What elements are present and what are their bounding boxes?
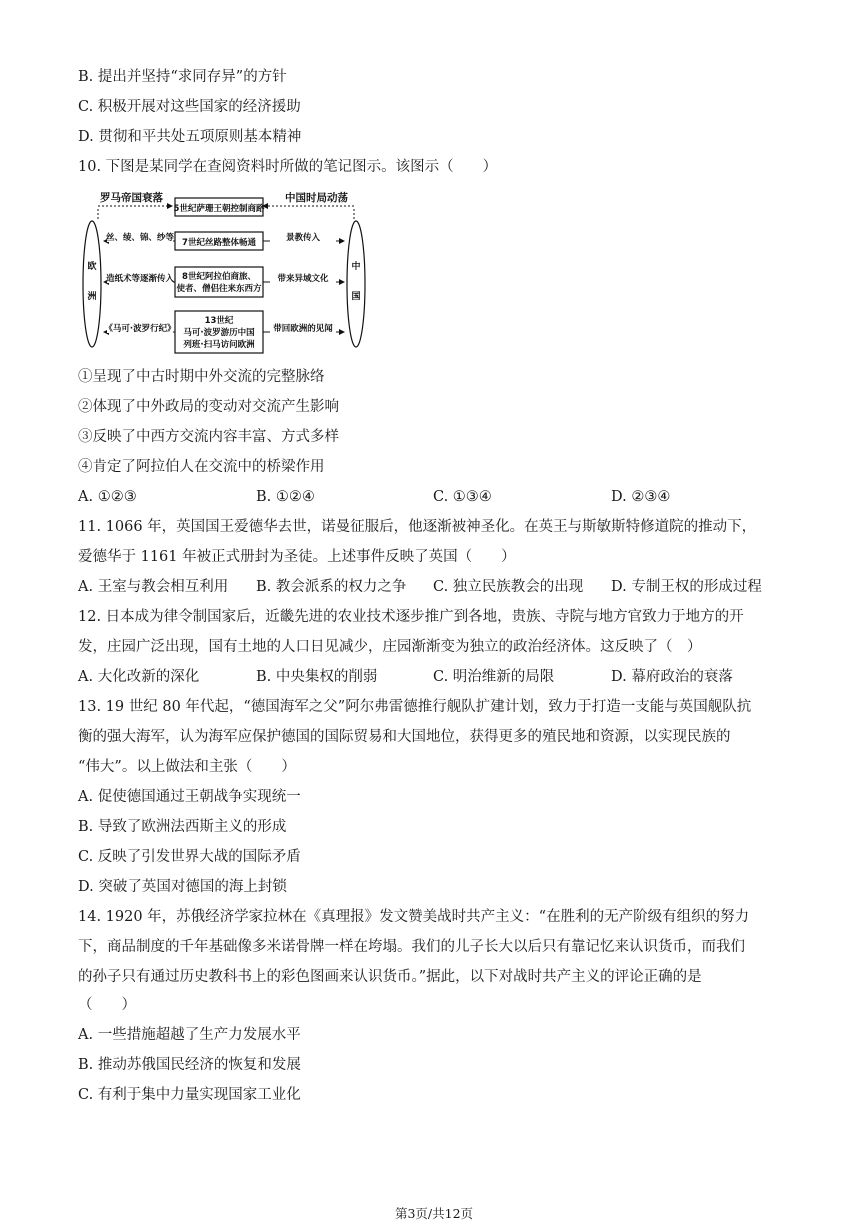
- q14-option-b: B. 推动苏俄国民经济的恢复和发展: [78, 1057, 301, 1073]
- left-label-2: 造纸术等逐渐传入: [105, 274, 175, 284]
- right-label-2: 带来异域文化: [277, 274, 329, 284]
- q13-option-c: C. 反映了引发世界大战的国际矛盾: [78, 849, 301, 865]
- q9-option-c: C. 积极开展对这些国家的经济援助: [78, 99, 301, 115]
- q13-option-d: D. 突破了英国对德国的海上封锁: [78, 879, 287, 895]
- q10-statement-4: ④肯定了阿拉伯人在交流中的桥梁作用: [78, 459, 325, 475]
- china-oval: [347, 221, 365, 347]
- q10-statement-3: ③反映了中西方交流内容丰富、方式多样: [78, 429, 339, 445]
- china-oval-char-2: 国: [351, 292, 361, 302]
- q10-option-d: D. ②③④: [611, 489, 671, 505]
- q12-option-c: C. 明治维新的局限: [433, 669, 555, 685]
- box3-line2: 使者、僧侣往来东西方: [176, 284, 262, 294]
- q12-option-b: B. 中央集权的削弱: [256, 669, 378, 685]
- page-footer: 第3页/共12页: [394, 1206, 474, 1221]
- q11-option-d: D. 专制王权的形成过程: [611, 579, 762, 595]
- left-top-label: 罗马帝国衰落: [100, 192, 163, 204]
- q10-option-a: A. ①②③: [78, 489, 137, 505]
- left-label-1: 丝、绫、锦、纱等: [105, 233, 175, 243]
- q12-line-2: 发，庄园广泛出现，国有土地的人口日见减少，庄园渐渐变为独立的政治经济体。这反映了（ ）: [78, 639, 702, 655]
- q14-option-c: C. 有利于集中力量实现国家工业化: [78, 1087, 301, 1103]
- q12-option-d: D. 幕府政治的衰落: [611, 669, 733, 685]
- q14-line-4: （ ）: [78, 997, 136, 1013]
- q14-line-2: 下，商品制度的千年基础像多米诺骨牌一样在垮塌。我们的儿子长大以后只有靠记忆来认识货币，而我们: [78, 939, 745, 955]
- q10-notes-diagram: [80, 187, 370, 357]
- q13-line-1: 13. 19 世纪 80 年代起，“德国海军之父”阿尔弗雷德推行舰队扩建计划，致力于打造一支能与英国舰队抗: [78, 699, 752, 715]
- q12-line-1: 12. 日本成为律令制国家后，近畿先进的农业技术逐步推广到各地，贵族、寺院与地方官致力于地方的开: [78, 609, 744, 625]
- right-top-label: 中国时局动荡: [285, 192, 348, 204]
- q11-line-2: 爱德华于 1161 年被正式册封为圣徒。上述事件反映了英国（ ）: [78, 549, 516, 565]
- box1-line1: 5世纪萨珊王朝控制商路: [173, 204, 265, 214]
- box2-line1: 7世纪丝路整体畅通: [182, 238, 256, 248]
- q10-statement-1: ①呈现了中古时期中外交流的完整脉络: [78, 369, 325, 385]
- q13-option-b: B. 导致了欧洲法西斯主义的形成: [78, 819, 287, 835]
- right-label-1: 景教传入: [285, 233, 321, 243]
- q13-line-2: 衡的强大海军，认为海军应保护德国的国际贸易和大国地位，获得更多的殖民地和资源，以实现民族的: [78, 729, 731, 745]
- q10-option-c: C. ①③④: [433, 489, 492, 505]
- q10-statement-2: ②体现了中外政局的变动对交流产生影响: [78, 399, 339, 415]
- right-label-3: 带回欧洲的见闻: [273, 324, 333, 334]
- box4-line1: 13世纪: [204, 316, 234, 326]
- china-oval-char-1: 中: [351, 262, 361, 272]
- q11-option-b: B. 教会派系的权力之争: [256, 579, 407, 595]
- q9-option-d: D. 贯彻和平共处五项原则基本精神: [78, 129, 302, 145]
- diagram-svg: [80, 187, 370, 357]
- q14-line-1: 14. 1920 年，苏俄经济学家拉林在《真理报》发文赞美战时共产主义：“在胜利的无产阶级有组织的努力: [78, 909, 750, 925]
- europe-oval: [83, 221, 101, 347]
- q11-option-a: A. 王室与教会相互利用: [78, 579, 229, 595]
- left-label-3: 《马可·波罗行纪》: [104, 324, 176, 334]
- q14-option-a: A. 一些措施超越了生产力发展水平: [78, 1027, 301, 1043]
- q11-line-1: 11. 1066 年，英国国王爱德华去世，诺曼征服后，他逐渐被神圣化。在英王与斯敏斯特修道院的推动下，: [78, 519, 757, 535]
- q12-option-a: A. 大化改新的深化: [78, 669, 200, 685]
- box4-line2: 马可·波罗游历中国: [183, 328, 255, 338]
- q11-option-c: C. 独立民族教会的出现: [433, 579, 584, 595]
- europe-oval-char-2: 洲: [87, 292, 97, 302]
- q13-option-a: A. 促使德国通过王朝战争实现统一: [78, 789, 301, 805]
- q13-line-3: “伟大”。以上做法和主张（ ）: [78, 759, 296, 775]
- q10-option-b: B. ①②④: [256, 489, 315, 505]
- box4-line3: 列班·扫马访问欧洲: [183, 340, 255, 350]
- box3-line1: 8世纪阿拉伯商旅、: [182, 272, 256, 282]
- q9-option-b: B. 提出并坚持“求同存异”的方针: [78, 69, 287, 85]
- q14-line-3: 的孙子只有通过历史教科书上的彩色图画来认识货币。”据此，以下对战时共产主义的评论正确的是: [78, 969, 702, 985]
- q10-stem: 10. 下图是某同学在查阅资料时所做的笔记图示。该图示（ ）: [78, 159, 498, 175]
- europe-oval-char-1: 欧: [87, 262, 97, 272]
